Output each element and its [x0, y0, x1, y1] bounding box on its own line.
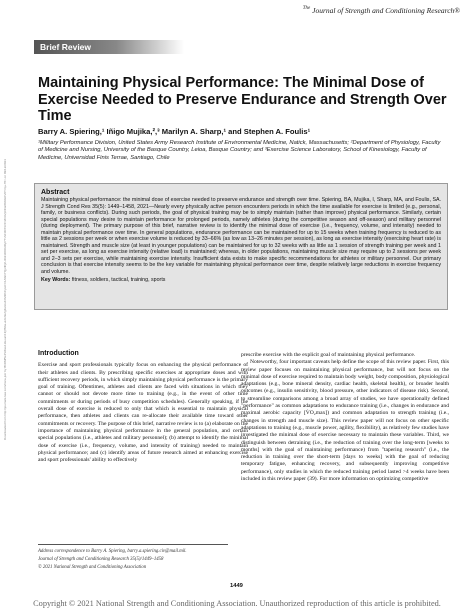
copyright-notice: Copyright © 2021 National Strength and Conditioning Association. Unauthorized reproduction of this article is prohibited. — [33, 599, 441, 608]
footnotes — [38, 548, 238, 572]
journal-logo-mark: ® — [454, 6, 460, 15]
keywords-list: fitness, soldiers, tactical, training, sports — [71, 276, 166, 283]
journal-logo-name: Journal of Strength and Conditioning Research — [312, 6, 455, 15]
section-tab: Brief Review — [34, 40, 184, 54]
right-column — [241, 352, 449, 483]
affiliations: ¹Military Performance Division, United States Army Research Institute of Environmental Medicine, Natick, Massachusetts; ²Department of Physiology, Faculty of Medicine and Nursing, University of the Basque Country, Leioa, Basque Country; and ³Exercise Science Laboratory, School of Kinesiology, Faculty of Medicine, Universidad Finis Terrae, Santiago, Chile — [38, 140, 441, 161]
author-list: Barry A. Spiering,¹ Iñigo Mujika,²,³ Marilyn A. Sharp,¹ and Stephen A. Foulis¹ — [38, 127, 311, 136]
intro-paragraph-1: Exercise and sport professionals typically focus on enhancing the physical performance of their athletes and clients. By prescribing specific exercises at appropriate doses and with sufficient recovery periods, in which simply maintaining physical performance is the primary goal of training. Oftentimes, athletes and clients are faced with situations in which they cannot or should not devote more time to training (e.g., in the event of other time commitments or during periods of busy competition schedules). Generally speaking, if the overall dose of exercise is reduced to only that which is essential to maintain physical performance, then athletes and clients can re-allocate their available time toward other commitments or recovery. The purpose of this brief, narrative review is to (a) elaborate on the importance of maintaining physical performance in the general population, and certain special populations (i.e., athletes and military personnel); (b) attempt to identify the minimal dose of exercise (i.e., frequency, volume, and intensity of training) needed to maintain physical performance; and (c) identify areas of future research aimed at enhancing exercise and sport professionals' ability to effectively — [38, 362, 248, 464]
abstract-heading: Abstract — [41, 189, 70, 196]
abstract-box — [34, 183, 448, 310]
correspondence-address: Address correspondence to Barry A. Spiering, barry.a.spiering.civ@mail.mil. — [38, 549, 187, 554]
journal-logo — [303, 6, 460, 15]
left-column — [38, 350, 248, 464]
article-title: Maintaining Physical Performance: The Minimal Dose of Exercise Needed to Preserve Endurance and Strength Over Time — [38, 75, 447, 124]
footnote-copyright: © 2021 National Strength and Conditioning Association — [38, 565, 147, 570]
keywords-label: Key Words: — [41, 276, 71, 283]
intro-paragraph-continued: prescribe exercise with the explicit goal of maintaining physical performance. — [241, 352, 416, 358]
intro-paragraph-2: Noteworthy, four important caveats help define the scope of this review paper. First, this review paper focuses on maintaining physical performance, but will not focus on the minimal dose of exercise required to maintain body weight, body composition, physiological adaptations (e.g., bone mineral density, cardiac health, skeletal health), or broader health outcomes (e.g., insulin sensitivity, blood pressure, other indicators of disease risk). Second, to streamline comparisons among a broad array of studies, we have operationally defined "performance" as common adaptations to endurance training (i.e., changes in endurance and maximal aerobic capacity [V̇O₂max]) and common adaptation to strength training (i.e., changes in strength and muscle size). This review paper will not focus on other specific adaptations to training (e.g., muscle power, agility, flexibility), as relatively few studies have investigated the minimal dose of exercise necessary to maintain these variables. Third, we distinguish between detraining (i.e., the reduction of training over the long-term [weeks to months] with the goal of maintaining performance) from "tapering research" (i.e., the reduction in training over the short-term [days to weeks] with the goal of reducing temporary fatigue, enhancing recovery, and subsequently improving competitive performance), only studies in which the reduced training period lasted >4 weeks have been included in this review paper (39). For more information on optimizing competitive — [241, 359, 450, 483]
introduction-heading: Introduction — [38, 350, 79, 357]
page-number: 1449 — [230, 583, 243, 589]
footnote-rule — [38, 544, 228, 545]
abstract-text: Maintaining physical performance: the minimal dose of exercise needed to preserve endurance and strength over time. Spiering, BA, Mujika, I, Sharp, MA, and Foulis, SA. J Strength Cond Res 35(5): 1449–1458, 2021—Nearly every physically active person encounters periods in which the time available for exercise is limited (e.g., personal, family, or business conflicts). During such periods, the goal of physical training may be to simply maintain (rather than improve) physical performance. Similarly, certain special populations may desire to maintain performance for prolonged periods, namely athletes (during the competitive season and off-season) and military personnel (during deployment). The primary purpose of this brief, narrative review is to identify the minimal dose of exercise (i.e., frequency, volume, and intensity) needed to maintain physical performance over time. In general populations, endurance performance can be maintained for up to 15 weeks when training frequency is reduced to as little as 2 sessions per week or when exercise volume is reduced by 33–66% (as low as 13–26 minutes per session), as long as exercise intensity (exercising heart rate) is maintained. Strength and muscle size (at least in younger populations) can be maintained for up to 32 weeks with as little as 1 session of strength training per week and 1 set per exercise, as long as exercise intensity (relative load) is maintained; whereas, in older populations, maintaining muscle size may require up to 2 sessions per week and 2–3 sets per exercise, while maintaining exercise intensity. Insufficient data exists to make specific recommendations for athletes or military personnel. Our primary conclusion is that exercise intensity seems to be the key variable for maintaining physical performance over time, despite relatively large reductions in exercise frequency and volume. — [41, 197, 441, 276]
download-watermark-strip: Downloaded from http://journals.lww.com/nsca-jscr by BhDMf5ePHKav1zEoum1tQfN4a+kJLhEZgbsIHo4XMi0hCywCX1AWnYQp/IlQrHD3i3D0OdRyi7TvSFl4Cf3VC4/OAVpDDa8KKGKV0Ymy+78= on 09/12/2023 — [3, 159, 7, 440]
journal-logo-the: The — [302, 6, 311, 11]
journal-citation: Journal of Strength and Conditioning Research 35(5)/1449–1458 — [38, 557, 164, 562]
keywords — [41, 277, 441, 283]
